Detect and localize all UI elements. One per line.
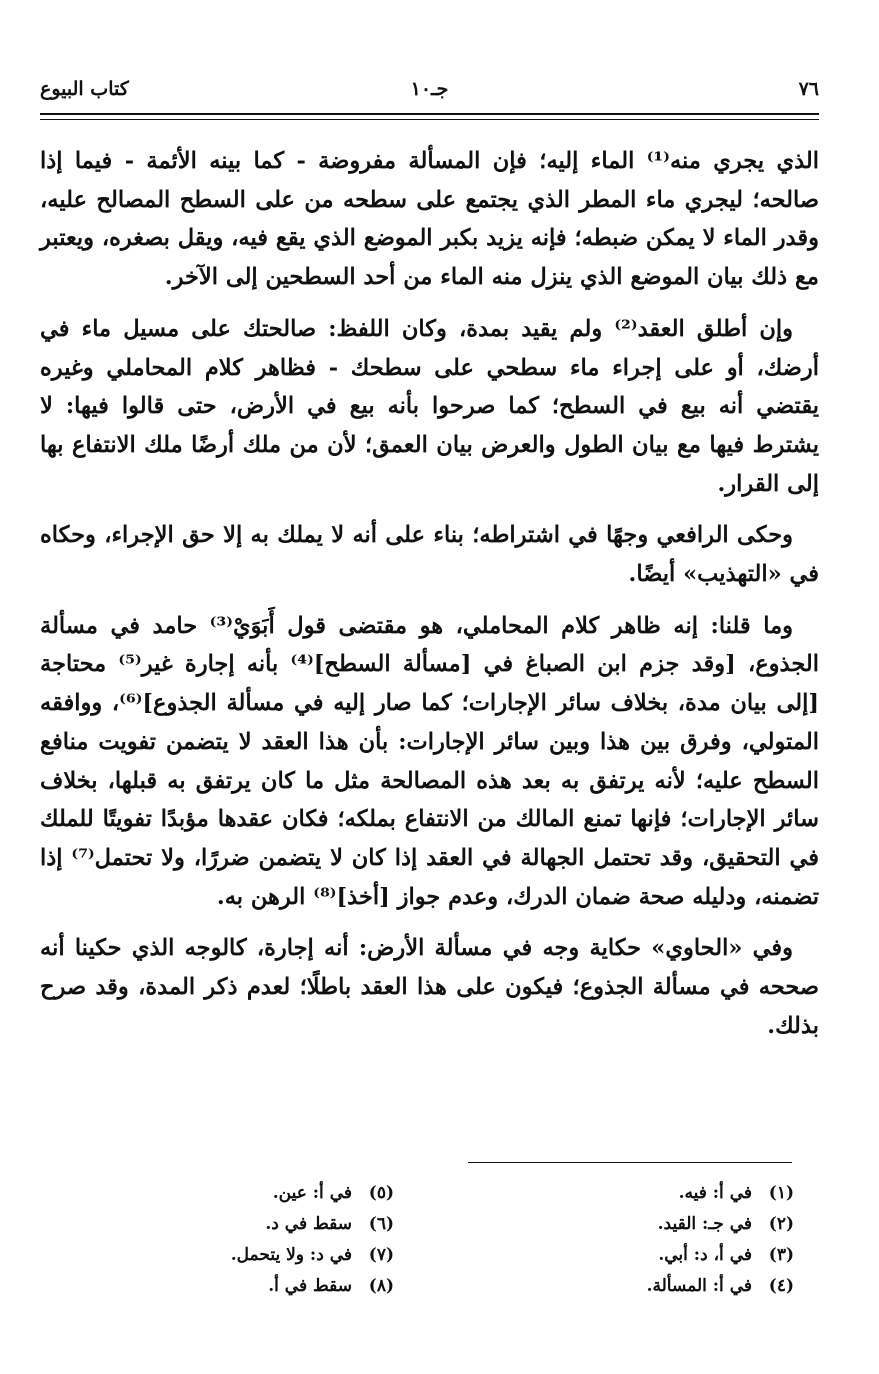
footnote-separator <box>468 1162 792 1163</box>
header-rule-thick <box>40 113 819 115</box>
footnote: (١)في أ: فيه. <box>678 1183 794 1203</box>
footnote: (٢)في جـ: القيد. <box>657 1214 794 1234</box>
main-text <box>40 142 819 1058</box>
footnote: (٤)في أ: المسألة. <box>646 1276 794 1296</box>
footnote: (٦)سقط في د. <box>265 1214 394 1234</box>
page-number: ٧٦ <box>798 78 819 100</box>
paragraph: وحكى الرافعي وجهًا في اشتراطه؛ بناء على أنه لا يملك به إلا حق الإجراء، وحكاه في «التهذيب» أيضًا. <box>40 522 819 588</box>
page-header <box>40 78 819 118</box>
paragraph: وما قلنا: إنه ظاهر كلام المحاملي، هو مقتضى قول أَبَوَيْ⁽³⁾ حامد في مسألة الجذوع، [وقد جزم ابن الصباغ في [مسألة السطح]⁽⁴⁾ بأنه إجارة غير⁽⁵⁾ محتاجة [إلى بيان مدة، بخلاف سائر الإجارات؛ كما صار إليه في مسألة الجذوع]⁽⁶⁾، ووافقه المتولي، وفرق بين هذا وبين سائر الإجارات: بأن هذا العقد لا يتضمن تفويت منافع السطح عليه؛ لأنه يرتفق به بعد هذه المصالحة مثل ما كان يرتفق به قبلها، بخلاف سائر الإجارات؛ فإنها تمنع المالك من الانتفاع بملكه؛ فكان عقدها مؤبدًا تفويتًا للملك في التحقيق، وقد تحتمل الجهالة في العقد إذا كان لا يتضمن ضررًا، ولا تحتمل⁽⁷⁾ إذا تضمنه، ودليله صحة ضمان الدرك، وعدم جواز [أخذ]⁽⁸⁾ الرهن به. <box>40 612 819 910</box>
footnote: (٥)في أ: عين. <box>272 1183 394 1203</box>
paragraph: وفي «الحاوي» حكاية وجه في مسألة الأرض: أنه إجارة، كالوجه الذي حكينا أنه صححه في مسألة الجذوع؛ فيكون على هذا العقد باطلًا؛ لعدم ذكر المدة، وقد صرح بذلك. <box>40 935 819 1039</box>
footnote: (٣)في أ، د: أبي. <box>658 1245 794 1265</box>
paragraph: الذي يجري منه⁽¹⁾ الماء إليه؛ فإن المسألة مفروضة - كما بينه الأئمة - فيما إذا صالحه؛ ليجري ماء المطر الذي يجتمع على سطحه من على السطح المصالح عليه، وقدر الماء لا يمكن ضبطه؛ فإنه يزيد بكبر الموضع الذي يقع فيه، ويقل بصغره، ويعتبر مع ذلك بيان الموضع الذي ينزل منه الماء من أحد السطحين إلى الآخر. <box>40 148 819 291</box>
book-title: كتاب البيوع <box>40 78 129 100</box>
volume-label: جـ١٠ <box>410 78 449 100</box>
footnote-column-left <box>134 1178 394 1302</box>
footnote: (٨)سقط في أ. <box>268 1276 394 1296</box>
paragraph: وإن أطلق العقد⁽²⁾ ولم يقيد بمدة، وكان اللفظ: صالحتك على مسيل ماء في أرضك، أو على إجراء ماء سطحي على سطحك - فظاهر كلام المحاملي وغيره يقتضي أنه بيع في السطح؛ كما صرحوا بأنه بيع في الأرض، حتى قالوا فيها: لا يشترط فيها مع بيان الطول والعرض بيان العمق؛ لأن من ملك أرضًا ملك الانتفاع بها إلى القرار. <box>40 315 819 497</box>
footnote-column-right <box>534 1178 794 1302</box>
header-rule-thin <box>40 119 819 120</box>
footnote: (٧)في د: ولا يتحمل. <box>230 1245 394 1265</box>
